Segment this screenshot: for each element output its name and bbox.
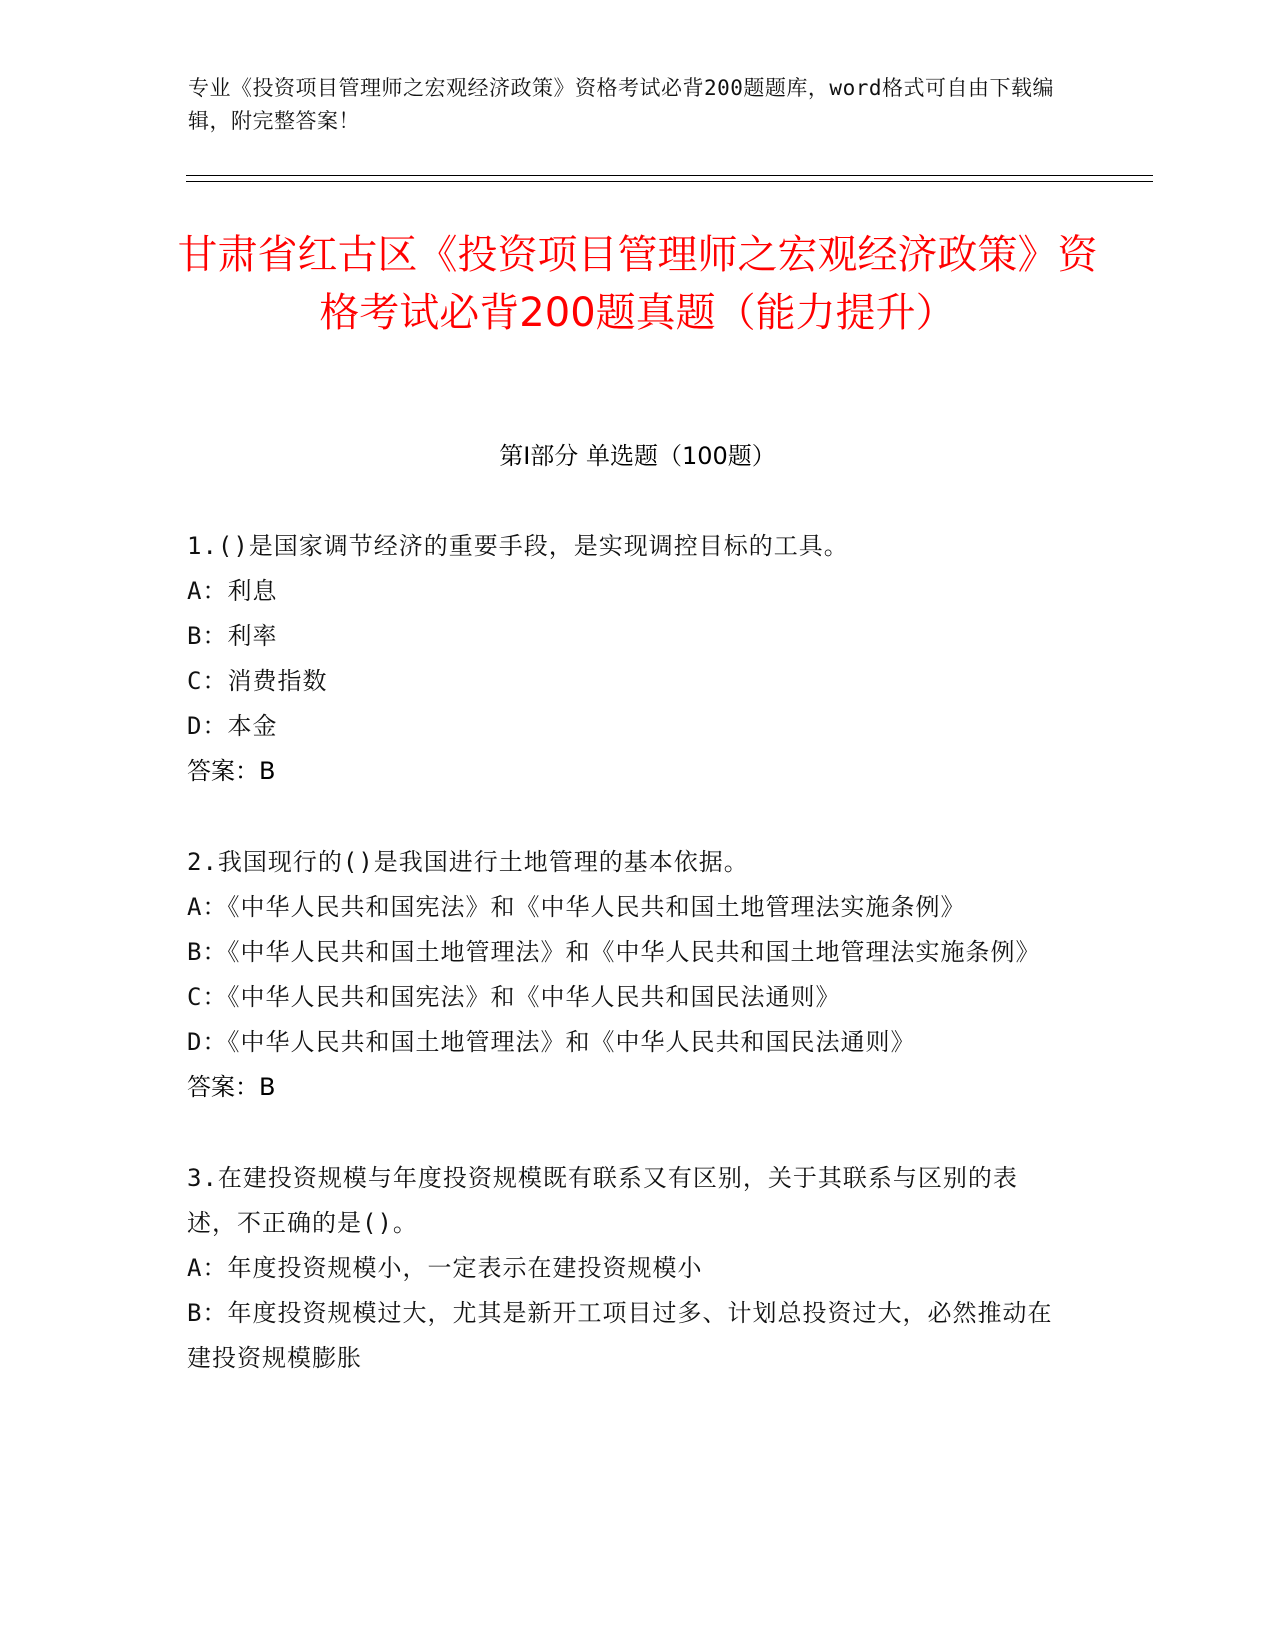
option-a: A：《中华人民共和国宪法》和《中华人民共和国土地管理法实施条例》 (187, 893, 966, 921)
option-a: A：利息 (187, 577, 278, 605)
question-list (187, 524, 1067, 1427)
option-c: C：《中华人民共和国宪法》和《中华人民共和国民法通则》 (187, 983, 841, 1011)
answer: 答案：B (187, 1073, 276, 1101)
answer: 答案：B (187, 757, 276, 785)
question-stem: 1.()是国家调节经济的重要手段，是实现调控目标的工具。 (187, 532, 849, 560)
header-divider-bottom (186, 181, 1153, 182)
option-b: B：《中华人民共和国土地管理法》和《中华人民共和国土地管理法实施条例》 (187, 938, 1041, 966)
option-a: A：年度投资规模小，一定表示在建投资规模小 (187, 1254, 703, 1282)
option-d: D：本金 (187, 712, 278, 740)
header-divider-top (186, 175, 1153, 176)
option-b: B：年度投资规模过大，尤其是新开工项目过多、计划总投资过大，必然推动在建投资规模膨胀 (187, 1299, 1053, 1372)
header-note: 专业《投资项目管理师之宏观经济政策》资格考试必背200题题库，word格式可自由下载编辑，附完整答案！ (188, 76, 1054, 133)
question-1 (187, 524, 1067, 794)
document-title: 甘肃省红古区《投资项目管理师之宏观经济政策》资格考试必背200题真题（能力提升） (177, 232, 1098, 336)
option-b: B：利率 (187, 622, 278, 650)
question-stem: 3.在建投资规模与年度投资规模既有联系又有区别，关于其联系与区别的表述，不正确的是()。 (187, 1164, 1018, 1237)
question-2 (187, 840, 1067, 1110)
option-c: C：消费指数 (187, 667, 328, 695)
option-d: D：《中华人民共和国土地管理法》和《中华人民共和国民法通则》 (187, 1028, 916, 1056)
question-3 (187, 1156, 1067, 1381)
section-title: 第I部分 单选题（100题） (499, 442, 776, 470)
question-stem: 2.我国现行的()是我国进行土地管理的基本依据。 (187, 848, 749, 876)
